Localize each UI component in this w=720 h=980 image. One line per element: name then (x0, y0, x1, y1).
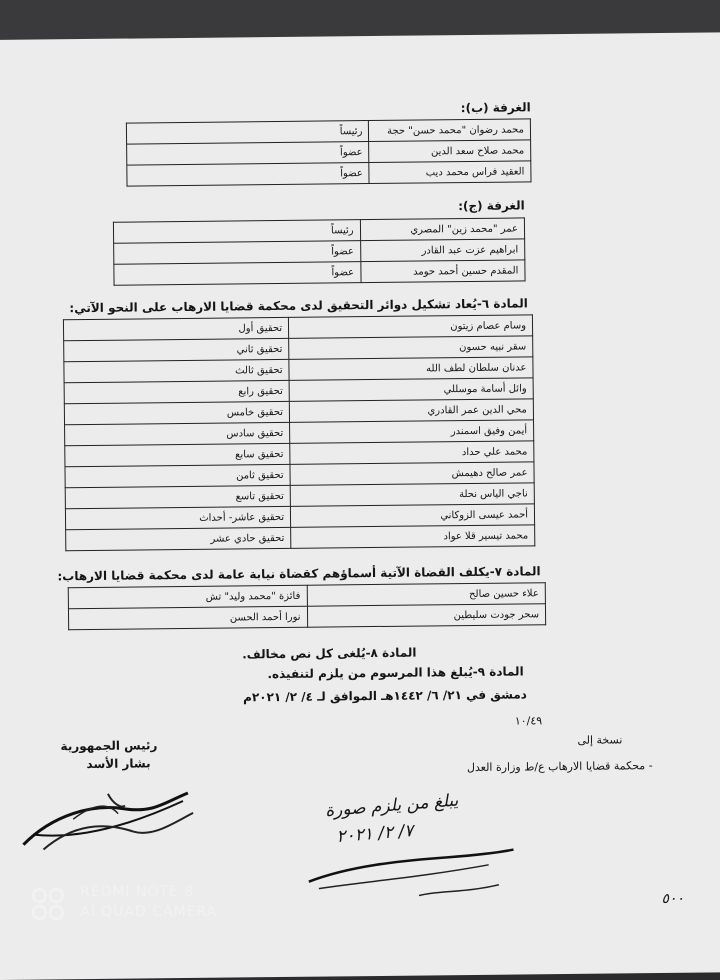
handwritten-signature (298, 835, 519, 907)
handwritten-note-2: ٧/ ٢/ ٢٠٢١ (335, 820, 415, 848)
member-role: عضواً (127, 163, 370, 187)
member-name: عدنان سلطان لطف الله (289, 357, 533, 381)
member-role: تحقيق أول (63, 317, 288, 340)
article-7-heading: المادة ٧-يكلف القضاة الآتية أسماؤهم كقضاة نيابة عامة لدى محكمة قضايا الارهاب: (57, 564, 541, 584)
chamber-c-table (113, 217, 526, 285)
member-name: المقدم حسين أحمد حومد (360, 260, 525, 283)
president-title: رئيس الجمهورية (60, 738, 158, 754)
article-6-heading: المادة ٦-يُعاد تشكيل دوائر التحقيق لدى محكمة قضايا الارهاب على النحو الآتي: (69, 296, 528, 316)
member-role: تحقيق ثاني (64, 338, 289, 361)
member-role: تحقيق تاسع (65, 485, 290, 508)
watermark-line-1: REDMI NOTE 8 (80, 884, 195, 900)
member-role: رئيساً (126, 121, 369, 145)
member-name: محي الدين عمر القادري (289, 399, 533, 423)
member-name: سقر نبيه حسون (289, 336, 533, 360)
date-line: دمشق في ٢١/ ٦/ ١٤٤٢هـ الموافق لـ ٤/ ٢/ ٢٠٢١م (243, 687, 527, 705)
member-name: أيمن وفيق اسمندر (290, 420, 534, 444)
table-row (127, 161, 531, 186)
copy-to-line: - محكمة قضايا الارهاب ع/ط وزارة العدل (466, 759, 653, 775)
president-name: بشار الأسد (86, 756, 151, 772)
table-row (68, 604, 545, 630)
table-row (66, 525, 535, 551)
chamber-b-heading: الغرفة (ب): (460, 100, 531, 116)
copy-to-heading: نسخة إلى (577, 733, 623, 747)
article-8: المادة ٨-يُلغى كل نص مخالف. (242, 645, 417, 662)
member-role: تحقيق رابع (64, 380, 289, 403)
member-name: وسام عصام زيتون (289, 315, 533, 339)
prosecutor-name: علاء حسين صالح (307, 583, 546, 606)
member-role: تحقيق حادي عشر (66, 527, 291, 550)
member-name: عمر "محمد زين" المصري (360, 218, 525, 241)
handwritten-note-3: ٥٠٠ (661, 890, 685, 908)
member-role: رئيساً (113, 220, 360, 244)
document-page (0, 32, 720, 980)
member-name: محمد علي حداد (290, 441, 534, 465)
member-name: محمد تيسير قلا عواد (291, 525, 535, 549)
member-role: عضواً (114, 241, 361, 265)
member-role: تحقيق خامس (64, 401, 289, 424)
prosecutor-name: سحر جودت سليطين (307, 604, 546, 627)
member-name: ناجي الياس نحلة (290, 483, 534, 507)
table-row (114, 260, 525, 285)
member-name: العقيد فراس محمد ديب (369, 161, 531, 184)
article-6-table (63, 314, 535, 551)
camera-logo-icon (30, 886, 70, 922)
member-role: تحقيق ثامن (65, 464, 290, 487)
president-signature (13, 773, 204, 865)
prosecutor-name: فائزة "محمد وليد" تش (68, 585, 307, 608)
watermark-line-2: AI QUAD CAMERA (80, 904, 218, 920)
member-name: أحمد عيسى الزوكاني (291, 504, 535, 528)
handwritten-note-1: يبلغ من يلزم صورة (324, 790, 459, 822)
prosecutor-name: نورا أحمد الحسن (68, 606, 307, 629)
member-role: تحقيق سادس (65, 422, 290, 445)
member-name: عمر صالح دهيمش (290, 462, 534, 486)
member-role: عضواً (114, 262, 361, 286)
reference-number: ١٠/٤٩ (514, 714, 543, 728)
member-role: تحقيق عاشر- أحداث (65, 506, 290, 529)
member-name: ابراهيم عزت عبد القادر (360, 239, 525, 262)
article-7-table (68, 582, 546, 630)
member-role: تحقيق سابع (65, 443, 290, 466)
article-9: المادة ٩-يُبلغ هذا المرسوم من يلزم لتنفيذه. (267, 664, 524, 682)
chamber-b-table (126, 118, 532, 186)
member-name: محمد صلاح سعد الدين (369, 140, 531, 163)
chamber-c-heading: الغرفة (ج): (458, 198, 525, 214)
member-role: تحقيق ثالث (64, 359, 289, 382)
member-role: عضواً (127, 142, 370, 166)
member-name: وائل أسامة موسللي (289, 378, 533, 402)
camera-watermark (30, 884, 217, 920)
member-name: محمد رضوان "محمد حسن" حجة (369, 119, 531, 142)
